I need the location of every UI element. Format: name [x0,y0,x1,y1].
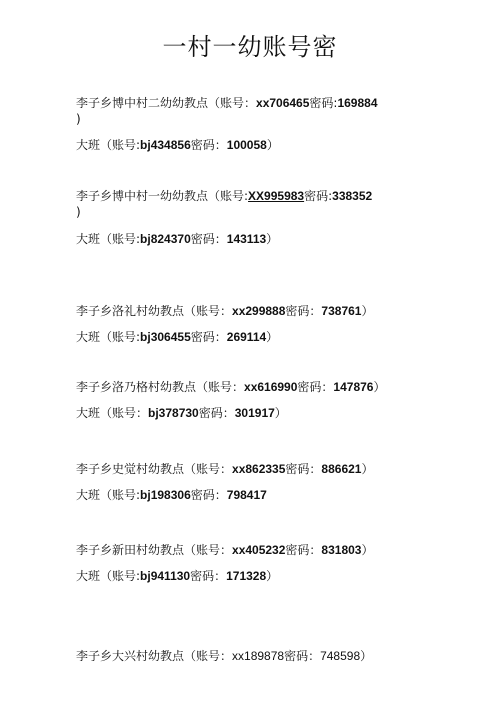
entry-prefix: 大班（账号: [76,330,141,344]
password-label: 密码： [285,304,322,318]
kindergarten-entry [76,188,406,220]
closing-paren: ） [361,462,374,476]
account-id: xx405232 [232,543,286,557]
entry-prefix: 李子乡洛礼村幼教点（账号： [76,304,233,318]
class-entry [76,329,278,345]
closing-paren: ） [361,543,374,557]
password-value: 147876 [333,380,374,394]
entry-prefix: 大班（账号： [76,406,149,420]
password-label: 密码： [198,406,235,420]
entry-prefix: 大班（账号: [76,138,141,152]
account-id: bj941130 [140,569,191,583]
closing-paren: ） [361,304,374,318]
closing-paren: ） [373,380,386,394]
entry-prefix: 大班（账号: [76,232,141,246]
account-id: xx299888 [232,304,286,318]
class-entry [76,405,287,421]
password-label: 密码： [190,138,227,152]
closing-paren: ） [266,232,279,246]
class-entry [76,568,278,584]
password-value: 831803 [321,543,362,557]
kindergarten-entry [76,648,372,664]
kindergarten-entry [76,95,406,127]
entry-prefix: 李子乡洛乃格村幼教点（账号： [76,380,245,394]
account-id: bj824370 [140,232,191,246]
closing-paren: ) [76,112,81,126]
password-label: 密码: [304,189,333,203]
class-entry [76,137,279,153]
password-label: 密码： [190,488,227,502]
password-value: 338352 [332,189,373,203]
password-value: 169884 [337,96,378,110]
account-id: xx862335 [232,462,286,476]
account-id: xx616990 [244,380,298,394]
kindergarten-entry [76,461,373,477]
kindergarten-entry [76,379,385,395]
password-value: 301917 [234,406,275,420]
entry-prefix: 李子乡大兴村幼教点（账号： [76,649,233,663]
entry-prefix: 李子乡新田村幼教点（账号： [76,543,233,557]
password-value: 269114 [226,330,267,344]
closing-paren: ） [360,649,373,663]
entry-prefix: 李子乡博中村一幼幼教点（账号: [76,189,249,203]
account-id: XX995983 [248,189,305,203]
closing-paren: ） [266,330,279,344]
kindergarten-entry [76,542,373,558]
account-id: xx706465 [256,96,310,110]
entry-prefix: 大班（账号: [76,569,141,583]
closing-paren: ） [274,406,287,420]
password-value: 738761 [321,304,362,318]
password-value: 798417 [226,488,267,502]
closing-paren: ） [266,569,279,583]
account-id: xx189878 [232,649,285,663]
password-value: 886621 [321,462,362,476]
entry-prefix: 李子乡史觉村幼教点（账号： [76,462,233,476]
closing-paren: ) [76,205,81,219]
account-id: bj378730 [148,406,199,420]
password-label: 密码： [297,380,334,394]
kindergarten-entry [76,303,373,319]
account-id: bj306455 [140,330,191,344]
closing-paren: ） [266,138,279,152]
password-label: 密码： [285,543,322,557]
class-entry [76,487,267,503]
password-label: 密码： [190,330,227,344]
password-label: 密码： [190,232,227,246]
password-value: 100058 [226,138,267,152]
entry-prefix: 李子乡博中村二幼幼教点（账号： [76,96,257,110]
document-title: 一村一幼账号密 [162,33,338,61]
password-label: 密码： [190,569,227,583]
account-id: bj198306 [140,488,191,502]
password-label: 密码： [285,462,322,476]
password-label: 密码: [309,96,338,110]
password-value: 143113 [226,232,267,246]
class-entry [76,231,278,247]
entry-prefix: 大班（账号: [76,488,141,502]
password-value: 171328 [226,569,267,583]
password-value: 748598 [320,649,361,663]
account-id: bj434856 [140,138,191,152]
password-label: 密码： [284,649,321,663]
